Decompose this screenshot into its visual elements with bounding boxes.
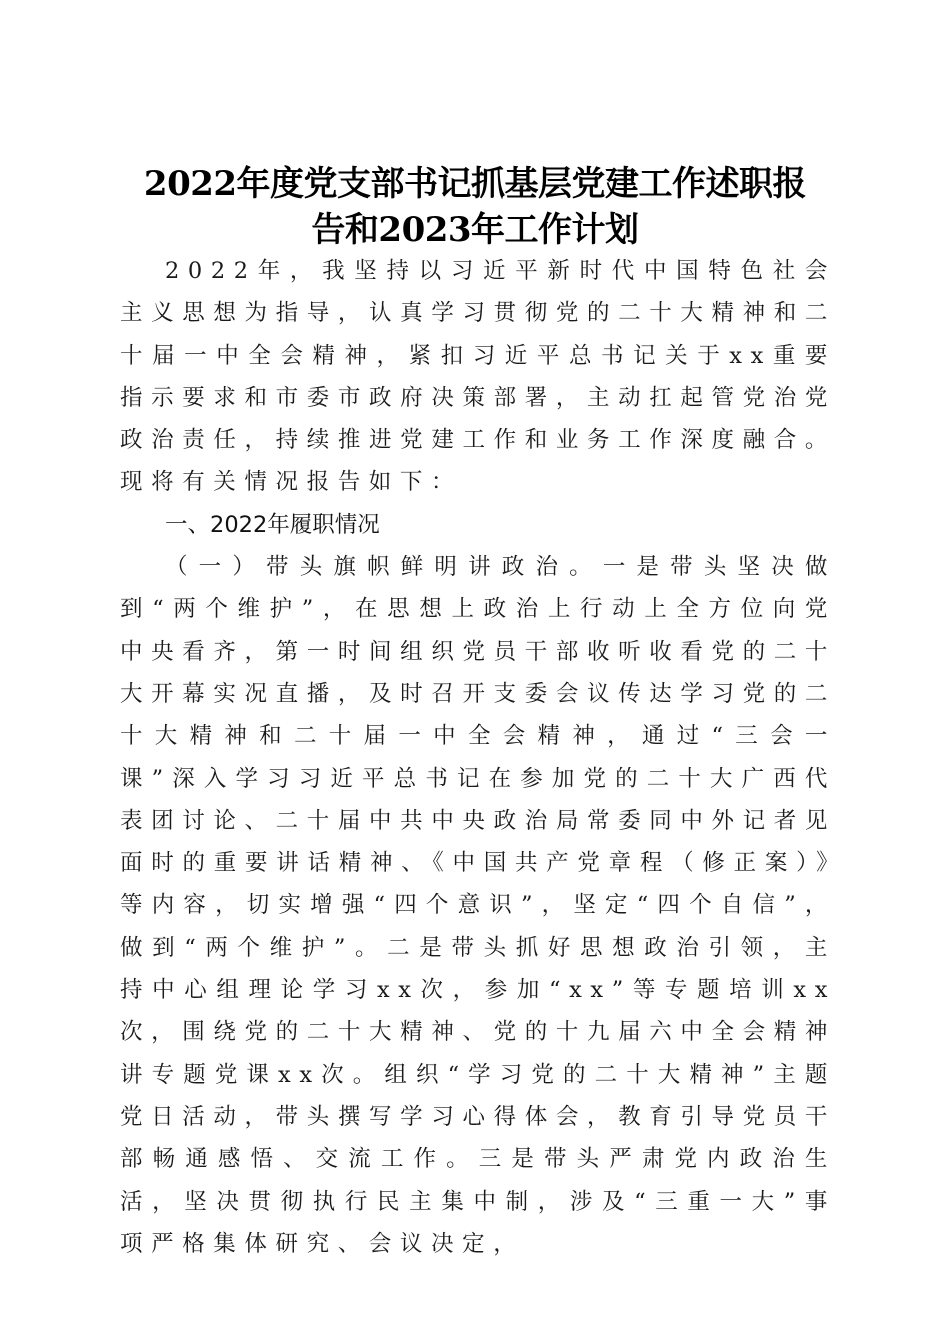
subsection-heading: （一）带头旗帜鲜明讲政治。: [165, 554, 603, 581]
title-line-2: 告和2023年工作计划: [311, 209, 639, 250]
intro-paragraph: 2022年，我坚持以习近平新时代中国特色社会主义思想为指导，认真学习贯彻党的二十大精神和二十届一中全会精神，紧扣习近平总书记关于xx重要指示要求和市委市政府决策部署，主动扛起管党治党政治责任，持续推进党建工作和业务工作深度融合。现将有关情况报告如下：: [120, 258, 836, 496]
subsection-body: 一是带头坚决做到“两个维护”，在思想上政治上行动上全方位向党中央看齐，第一时间组织党员干部收听收看党的二十大开幕实况直播，及时召开支委会议传达学习党的二十大精神和二十届一中全会精神，通过“三会一课”深入学习习近平总书记在参加党的二十大广西代表团讨论、二十届中共中央政治局常委同中外记者见面时的重要讲话精神、《中国共产党章程（修正案）》等内容，切实增强“四个意识”，坚定“四个自信”，做到“两个维护”。二是带头抓好思想政治引领，主持中心组理论学习xx次，参加“xx”等专题培训xx次，围绕党的二十大精神、党的十九届六中全会精神讲专题党课xx次。组织“学习党的二十大精神”主题党日活动，带头撰写学习心得体会，教育引导党员干部畅通感悟、交流工作。三是带头严肃党内政治生活，坚决贯彻执行民主集中制，涉及“三重一大”事项严格集体研究、会议决定，: [120, 554, 836, 1257]
section-heading: 一、2022年履职情况: [165, 511, 380, 538]
subsection-paragraph: [120, 546, 836, 1265]
title-line-1: 2022年度党支部书记抓基层党建工作述职报: [143, 163, 807, 204]
document-title: [100, 161, 850, 253]
document-body: [120, 250, 836, 1265]
